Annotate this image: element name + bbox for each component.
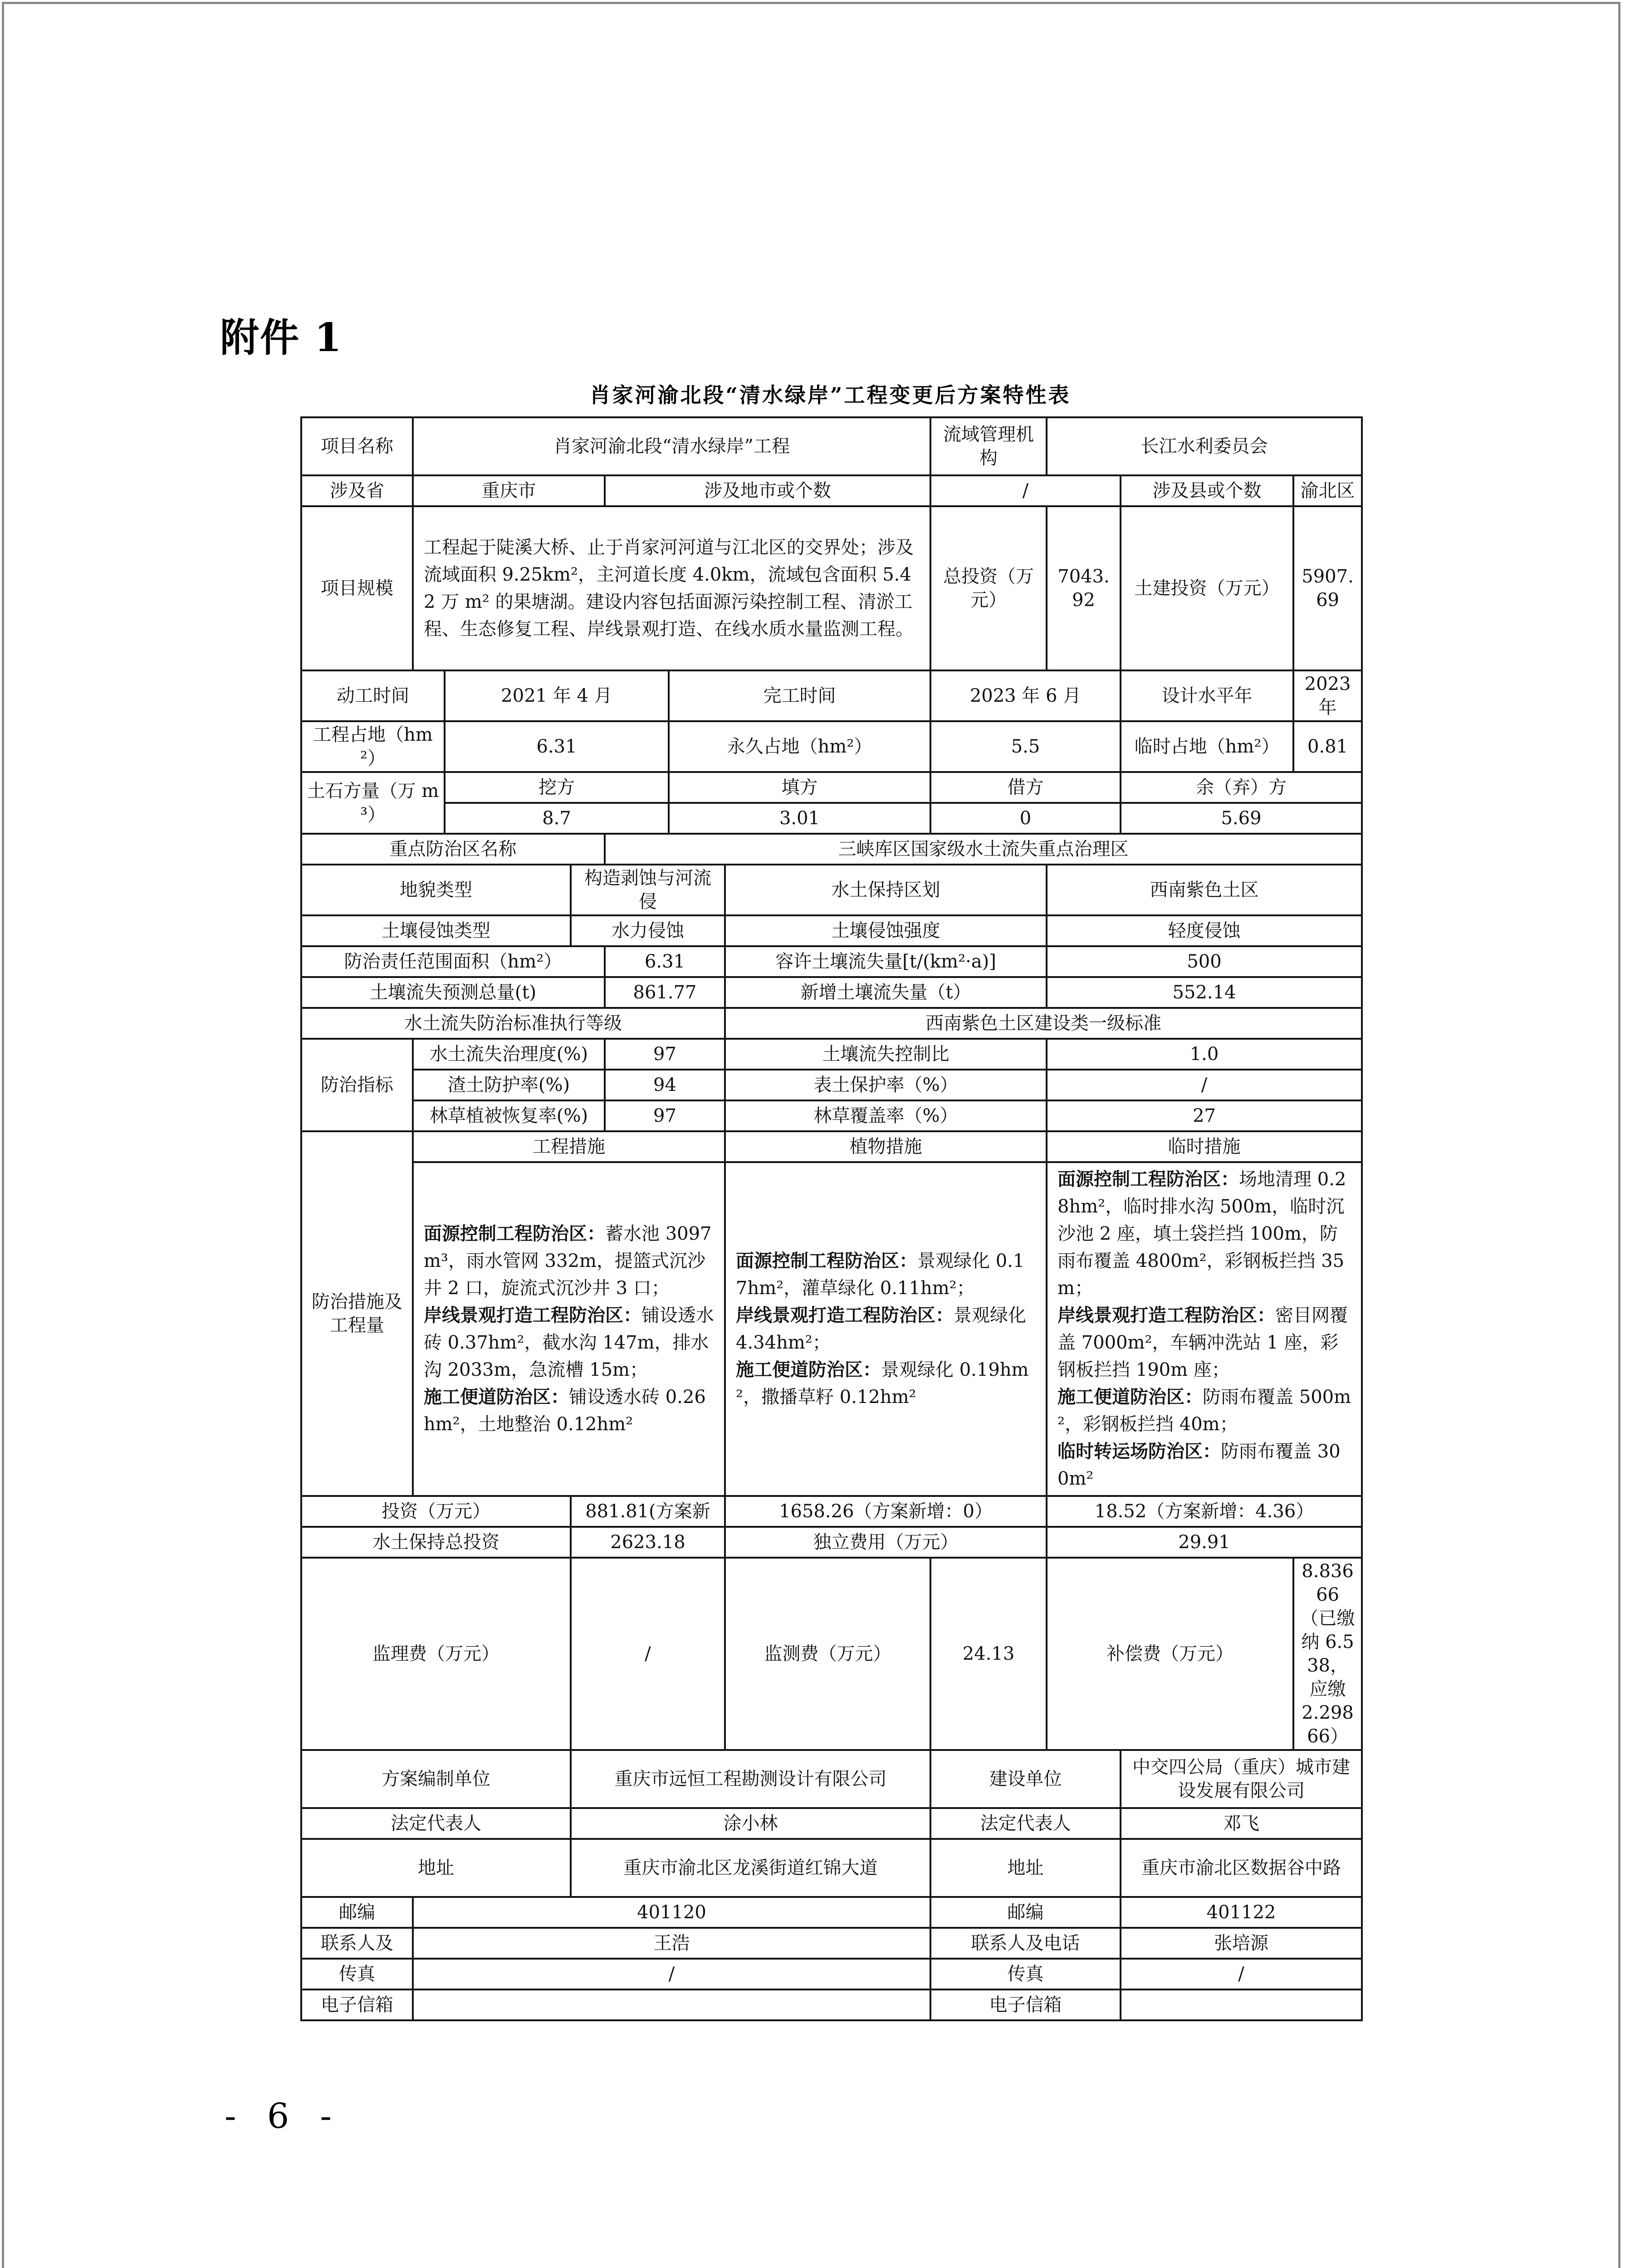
value-fax-1: / bbox=[413, 1959, 930, 1989]
temp-zone-3-label: 施工便道防治区： bbox=[1057, 1386, 1203, 1408]
value-total-investment: 7043.92 bbox=[1047, 506, 1121, 670]
head-excavation: 挖方 bbox=[445, 772, 669, 803]
value-erosion-type: 水力侵蚀 bbox=[571, 915, 725, 946]
plant-zone-2-label: 岸线景观打造工程防治区： bbox=[736, 1305, 954, 1326]
label-key-zone: 重点防治区名称 bbox=[301, 834, 605, 865]
value-erosion-intensity: 轻度侵蚀 bbox=[1047, 915, 1362, 946]
engineering-measures-text bbox=[413, 1162, 725, 1496]
value-compensation-fee: 8.83666（已缴纳 6.538，应缴 2.29866） bbox=[1293, 1558, 1362, 1750]
value-finish-time: 2023 年 6 月 bbox=[930, 670, 1121, 721]
value-excavation: 8.7 bbox=[445, 803, 669, 834]
label-legal-rep-1: 法定代表人 bbox=[301, 1808, 571, 1839]
row-zip bbox=[301, 1897, 1362, 1928]
label-targets: 防治指标 bbox=[301, 1039, 413, 1131]
value-predicted-loss: 861.77 bbox=[605, 977, 725, 1008]
value-legal-rep-1: 涂小林 bbox=[571, 1808, 930, 1839]
value-legal-rep-2: 邓飞 bbox=[1121, 1808, 1362, 1839]
head-temporary-measures: 临时措施 bbox=[1047, 1131, 1362, 1162]
page-number: - 6 - bbox=[225, 2096, 342, 2136]
label-compensation-fee: 补偿费（万元） bbox=[1047, 1558, 1293, 1750]
label-responsibility-area: 防治责任范围面积（hm²） bbox=[301, 946, 605, 977]
row-representative bbox=[301, 1808, 1362, 1839]
row-province bbox=[301, 475, 1362, 506]
target-vegetation-label: 林草植被恢复率(%) bbox=[413, 1100, 605, 1131]
temp-zone-1-label: 面源控制工程防治区： bbox=[1057, 1168, 1239, 1190]
target-loss-ratio-label: 土壤流失控制比 bbox=[725, 1039, 1047, 1070]
label-conservation-zone: 水土保持区划 bbox=[725, 865, 1047, 915]
plant-zone-2-text: 景观绿化 4.34hm²； bbox=[736, 1305, 1026, 1353]
label-email-1: 电子信箱 bbox=[301, 1989, 413, 2020]
value-province: 重庆市 bbox=[413, 475, 605, 506]
target-topsoil-value: / bbox=[1047, 1070, 1362, 1100]
value-address-2: 重庆市渝北区数据谷中路 bbox=[1121, 1839, 1362, 1897]
value-contact-2: 张培源 bbox=[1121, 1928, 1362, 1959]
label-construction-unit: 建设单位 bbox=[930, 1750, 1121, 1808]
label-erosion-type: 土壤侵蚀类型 bbox=[301, 915, 571, 946]
value-responsibility-area: 6.31 bbox=[605, 946, 725, 977]
row-target-2 bbox=[301, 1070, 1362, 1100]
target-spoil-value: 94 bbox=[605, 1070, 725, 1100]
label-zip-1: 邮编 bbox=[301, 1897, 413, 1928]
head-fill: 填方 bbox=[669, 772, 930, 803]
label-erosion-intensity: 土壤侵蚀强度 bbox=[725, 915, 1047, 946]
head-engineering-measures: 工程措施 bbox=[413, 1131, 725, 1162]
label-standard-level: 水土流失防治标准执行等级 bbox=[301, 1008, 725, 1039]
temp-zone-2-text: 密目网覆盖 7000m²，车辆冲洗站 1 座，彩钢板拦挡 190m 座； bbox=[1057, 1305, 1348, 1380]
target-vegetation-value: 97 bbox=[605, 1100, 725, 1131]
plant-zone-1-text: 景观绿化 0.17hm²，灌草绿化 0.11hm²； bbox=[736, 1251, 1025, 1299]
value-email-1 bbox=[413, 1989, 930, 2020]
label-new-loss: 新增土壤流失量（t） bbox=[725, 977, 1047, 1008]
row-email bbox=[301, 1989, 1362, 2020]
target-loss-ratio-value: 1.0 bbox=[1047, 1039, 1362, 1070]
label-start-time: 动工时间 bbox=[301, 670, 445, 721]
label-zip-2: 邮编 bbox=[930, 1897, 1121, 1928]
eng-zone-3-label: 施工便道防治区： bbox=[424, 1386, 569, 1408]
row-project-scale bbox=[301, 506, 1362, 670]
label-earthwork: 土石方量（万 m³） bbox=[301, 772, 445, 834]
value-basin-authority: 长江水利委员会 bbox=[1047, 417, 1362, 475]
value-borrow: 0 bbox=[930, 803, 1121, 834]
value-land-total: 6.31 bbox=[445, 721, 669, 772]
label-conservation-total: 水土保持总投资 bbox=[301, 1527, 571, 1558]
label-design-year: 设计水平年 bbox=[1121, 670, 1293, 721]
label-legal-rep-2: 法定代表人 bbox=[930, 1808, 1121, 1839]
value-fill: 3.01 bbox=[669, 803, 930, 834]
value-monitoring-fee: 24.13 bbox=[930, 1558, 1047, 1750]
label-land-total: 工程占地（hm²） bbox=[301, 721, 445, 772]
value-start-time: 2021 年 4 月 bbox=[445, 670, 669, 721]
row-earthwork-head bbox=[301, 772, 1362, 803]
row-erosion bbox=[301, 915, 1362, 946]
value-plan-compiler: 重庆市远恒工程勘测设计有限公司 bbox=[571, 1750, 930, 1808]
value-new-loss: 552.14 bbox=[1047, 977, 1362, 1008]
label-measure-investment: 投资（万元） bbox=[301, 1496, 571, 1527]
value-counties: 渝北区 bbox=[1293, 475, 1362, 506]
value-project-scale: 工程起于陡溪大桥、止于肖家河河道与江北区的交界处；涉及流域面积 9.25km²，主河道长度 4.0km，流域包含面积 5.42 万 m² 的果塘湖。建设内容包括面源污染控制工程、清淤工程、生态修复工程、岸线景观打造、在线水质水量监测工程。 bbox=[413, 506, 930, 670]
value-land-permanent: 5.5 bbox=[930, 721, 1121, 772]
label-project-name: 项目名称 bbox=[301, 417, 413, 475]
value-construction-unit: 中交四公局（重庆）城市建设发展有限公司 bbox=[1121, 1750, 1362, 1808]
value-allowable-loss: 500 bbox=[1047, 946, 1362, 977]
value-land-temporary: 0.81 bbox=[1293, 721, 1362, 772]
row-earthwork-values bbox=[301, 803, 1362, 834]
value-landform: 构造剥蚀与河流侵 bbox=[571, 865, 725, 915]
row-contact bbox=[301, 1928, 1362, 1959]
row-measures-body bbox=[301, 1162, 1362, 1496]
label-measures: 防治措施及工程量 bbox=[301, 1131, 413, 1496]
value-conservation-zone: 西南紫色土区 bbox=[1047, 865, 1362, 915]
row-project-name bbox=[301, 417, 1362, 475]
target-spoil-label: 渣土防护率(%) bbox=[413, 1070, 605, 1100]
label-fax-1: 传真 bbox=[301, 1959, 413, 1989]
target-coverage-label: 林草覆盖率（%） bbox=[725, 1100, 1047, 1131]
value-project-name: 肖家河渝北段“清水绿岸”工程 bbox=[413, 417, 930, 475]
label-address-2: 地址 bbox=[930, 1839, 1121, 1897]
plant-measures-text bbox=[725, 1162, 1047, 1496]
value-design-year: 2023 年 bbox=[1293, 670, 1362, 721]
row-predicted-loss bbox=[301, 977, 1362, 1008]
label-email-2: 电子信箱 bbox=[930, 1989, 1121, 2020]
label-landform: 地貌类型 bbox=[301, 865, 571, 915]
value-engineering-investment: 881.81(方案新 bbox=[571, 1496, 725, 1527]
eng-zone-1-text: 蓄水池 3097m³，雨水管网 332m，提篮式沉沙井 2 口，旋流式沉沙井 3 口； bbox=[424, 1223, 712, 1299]
value-cities: / bbox=[930, 475, 1121, 506]
value-spoil: 5.69 bbox=[1121, 803, 1362, 834]
eng-zone-2-label: 岸线景观打造工程防治区： bbox=[424, 1305, 641, 1326]
table-title: 肖家河渝北段“清水绿岸”工程变更后方案特性表 bbox=[589, 383, 1071, 407]
plant-zone-3-text: 景观绿化 0.19hm²，撒播草籽 0.12hm² bbox=[736, 1359, 1029, 1408]
label-basin-authority: 流域管理机构 bbox=[930, 417, 1047, 475]
row-land-occupation bbox=[301, 721, 1362, 772]
temp-zone-3-text: 防雨布覆盖 500m²，彩钢板拦挡 40m； bbox=[1057, 1387, 1351, 1435]
value-email-2 bbox=[1121, 1989, 1362, 2020]
row-target-1 bbox=[301, 1039, 1362, 1070]
plant-zone-3-label: 施工便道防治区： bbox=[736, 1359, 881, 1380]
temp-zone-4-text: 防雨布覆盖 300m² bbox=[1057, 1441, 1341, 1489]
row-standard bbox=[301, 1008, 1362, 1039]
label-contact-1: 联系人及 bbox=[301, 1928, 413, 1959]
attachment-label: 附件 1 bbox=[220, 315, 343, 361]
value-independent-fees: 29.91 bbox=[1047, 1527, 1362, 1558]
row-organizations bbox=[301, 1750, 1362, 1808]
head-borrow: 借方 bbox=[930, 772, 1121, 803]
value-address-1: 重庆市渝北区龙溪街道红锦大道 bbox=[571, 1839, 930, 1897]
label-allowable-loss: 容许土壤流失量[t/(km²·a)] bbox=[725, 946, 1047, 977]
label-contact-2: 联系人及电话 bbox=[930, 1928, 1121, 1959]
value-plant-investment: 1658.26（方案新增：0） bbox=[725, 1496, 1047, 1527]
label-independent-fees: 独立费用（万元） bbox=[725, 1527, 1047, 1558]
label-land-permanent: 永久占地（hm²） bbox=[669, 721, 930, 772]
value-zip-2: 401122 bbox=[1121, 1897, 1362, 1928]
row-measure-investment bbox=[301, 1496, 1362, 1527]
value-fax-2: / bbox=[1121, 1959, 1362, 1989]
label-total-investment: 总投资（万元） bbox=[930, 506, 1047, 670]
value-zip-1: 401120 bbox=[413, 1897, 930, 1928]
row-fax bbox=[301, 1959, 1362, 1989]
target-treatment-label: 水土流失治理度(%) bbox=[413, 1039, 605, 1070]
label-monitoring-fee: 监测费（万元） bbox=[725, 1558, 930, 1750]
row-schedule bbox=[301, 670, 1362, 721]
label-cities: 涉及地市或个数 bbox=[605, 475, 930, 506]
eng-zone-1-label: 面源控制工程防治区： bbox=[424, 1223, 605, 1244]
value-temporary-investment: 18.52（方案新增：4.36） bbox=[1047, 1496, 1362, 1527]
temporary-measures-text bbox=[1047, 1162, 1362, 1496]
temp-zone-4-label: 临时转运场防治区： bbox=[1057, 1441, 1221, 1462]
target-coverage-value: 27 bbox=[1047, 1100, 1362, 1131]
head-spoil: 余（弃）方 bbox=[1121, 772, 1362, 803]
eng-zone-3-text: 铺设透水砖 0.26hm²，土地整治 0.12hm² bbox=[424, 1387, 706, 1435]
label-supervision-fee: 监理费（万元） bbox=[301, 1558, 571, 1750]
value-conservation-total: 2623.18 bbox=[571, 1527, 725, 1558]
label-plan-compiler: 方案编制单位 bbox=[301, 1750, 571, 1808]
row-address bbox=[301, 1839, 1362, 1897]
temp-zone-1-text: 场地清理 0.28hm²，临时排水沟 500m，临时沉沙池 2 座，填土袋拦挡 100m，防雨布覆盖 4800m²，彩钢板拦挡 35m； bbox=[1057, 1169, 1346, 1299]
project-spec-table bbox=[300, 416, 1363, 2021]
head-plant-measures: 植物措施 bbox=[725, 1131, 1047, 1162]
row-total-investment bbox=[301, 1527, 1362, 1558]
value-supervision-fee: / bbox=[571, 1558, 725, 1750]
label-address-1: 地址 bbox=[301, 1839, 571, 1897]
label-civil-investment: 土建投资（万元） bbox=[1121, 506, 1293, 670]
row-fees bbox=[301, 1558, 1362, 1750]
row-landform bbox=[301, 865, 1362, 915]
value-standard-level: 西南紫色土区建设类一级标准 bbox=[725, 1008, 1362, 1039]
label-finish-time: 完工时间 bbox=[669, 670, 930, 721]
temp-zone-2-label: 岸线景观打造工程防治区： bbox=[1057, 1305, 1276, 1326]
label-land-temporary: 临时占地（hm²） bbox=[1121, 721, 1293, 772]
value-civil-investment: 5907.69 bbox=[1293, 506, 1362, 670]
row-target-3 bbox=[301, 1100, 1362, 1131]
label-fax-2: 传真 bbox=[930, 1959, 1121, 1989]
label-project-scale: 项目规模 bbox=[301, 506, 413, 670]
label-counties: 涉及县或个数 bbox=[1121, 475, 1293, 506]
value-contact-1: 王浩 bbox=[413, 1928, 930, 1959]
label-province: 涉及省 bbox=[301, 475, 413, 506]
target-treatment-value: 97 bbox=[605, 1039, 725, 1070]
plant-zone-1-label: 面源控制工程防治区： bbox=[736, 1250, 917, 1271]
row-measures-head bbox=[301, 1131, 1362, 1162]
label-predicted-loss: 土壤流失预测总量(t) bbox=[301, 977, 605, 1008]
eng-zone-2-text: 铺设透水砖 0.37hm²，截水沟 147m，排水沟 2033m，急流槽 15m； bbox=[424, 1305, 714, 1380]
target-topsoil-label: 表土保护率（%） bbox=[725, 1070, 1047, 1100]
row-responsibility bbox=[301, 946, 1362, 977]
value-key-zone: 三峡库区国家级水土流失重点治理区 bbox=[605, 834, 1362, 865]
row-key-zone bbox=[301, 834, 1362, 865]
